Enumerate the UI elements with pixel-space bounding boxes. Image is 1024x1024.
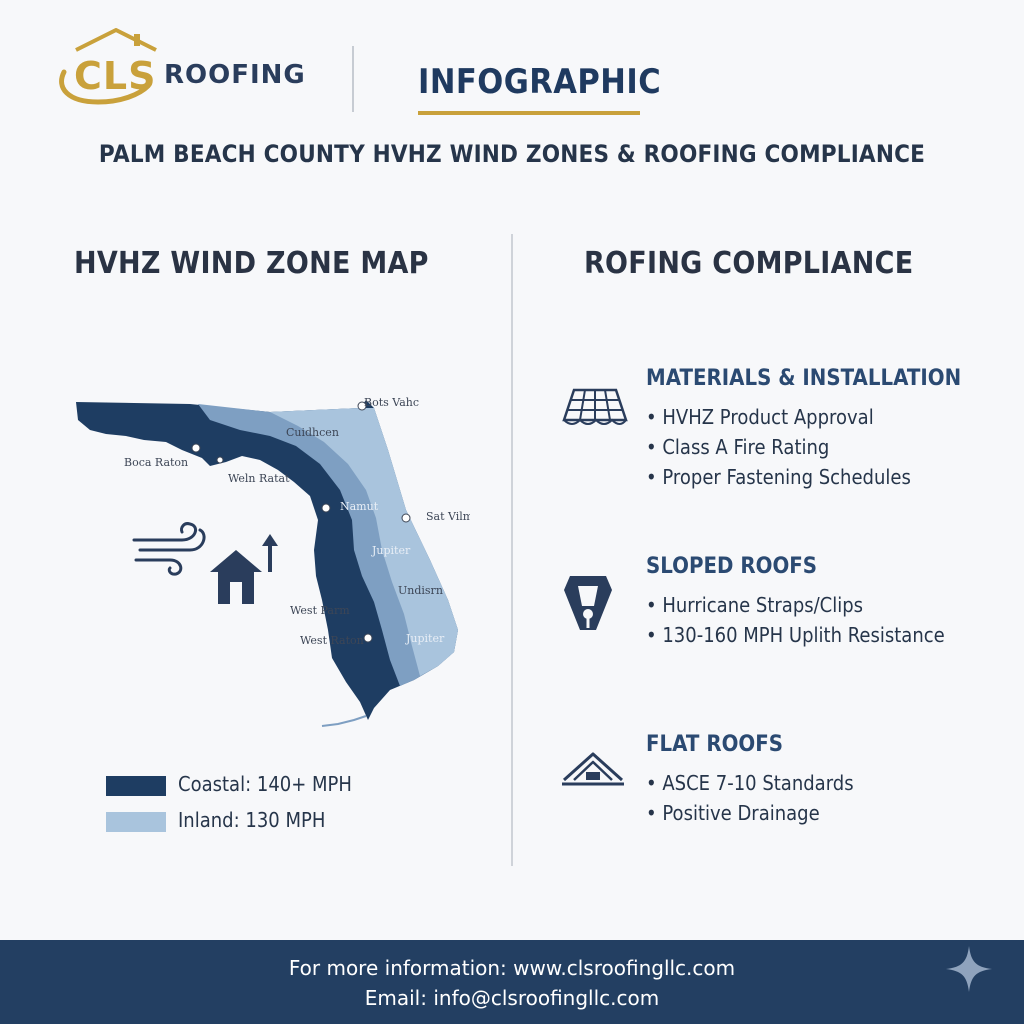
list-item: • Hurricane Straps/Clips (646, 590, 945, 620)
header-divider (352, 46, 354, 112)
legend-swatch-inland (106, 812, 166, 832)
wind-icon (130, 520, 210, 576)
sparkle-icon (944, 944, 994, 994)
map-label-sat-vilm: Sat Vilm (426, 510, 470, 523)
logo-roofing-text: ROOFING (164, 60, 306, 90)
hurricane-strap-icon (560, 572, 616, 634)
legend-label-inland: Inland: 130 MPH (178, 808, 326, 832)
footer (0, 940, 1024, 1024)
map-label-west-raton: West Raton (300, 634, 364, 647)
map-section-heading: HVHZ WIND ZONE MAP (74, 246, 429, 281)
infographic-underline (418, 111, 640, 115)
center-divider (511, 234, 513, 866)
map-label-bots-vahc: Bots Vahc (364, 396, 420, 409)
header (0, 0, 1024, 200)
map-label-cuidhcen: Cuidhcen (286, 426, 339, 439)
map-label-undisrn: Undisrn (398, 584, 443, 597)
legend-item-coastal (106, 772, 406, 802)
map-label-west-parm: West Parm (290, 604, 350, 617)
compliance-list-flat (646, 768, 877, 828)
compliance-title-flat: FLAT ROOFS (646, 732, 784, 757)
compliance-list-materials (646, 402, 940, 492)
house-uplift-icon (206, 532, 286, 606)
roof-tile-icon (560, 386, 630, 430)
compliance-title-materials: MATERIALS & INSTALLATION (646, 366, 962, 391)
list-item: • Class A Fire Rating (646, 432, 911, 462)
footer-email-link[interactable]: Email: info@clsroofingllc.com (364, 986, 660, 1010)
footer-website-link[interactable]: For more information: www.clsroofingllc.com (288, 956, 736, 980)
legend-label-coastal: Coastal: 140+ MPH (178, 772, 352, 796)
list-item: • ASCE 7-10 Standards (646, 768, 854, 798)
legend-swatch-coastal (106, 776, 166, 796)
map-label-weln-ratat: Weln Ratat (228, 472, 290, 485)
page-title: PALM BEACH COUNTY HVHZ WIND ZONES & ROOFING COMPLIANCE (98, 140, 926, 168)
list-item: • 130-160 MPH Uplith Resistance (646, 620, 945, 650)
logo-cls-text: CLS (74, 54, 157, 98)
compliance-list-sloped (646, 590, 978, 650)
compliance-title-sloped: SLOPED ROOFS (646, 554, 818, 579)
compliance-section-heading: ROFING COMPLIANCE (584, 246, 914, 281)
flat-roof-house-icon (560, 750, 626, 790)
map-label-jupiter-2: Jupiter (406, 632, 445, 645)
map-label-namut: Namut (340, 500, 379, 513)
list-item: • Proper Fastening Schedules (646, 462, 911, 492)
map-label-jupiter-1: Jupiter (372, 544, 411, 557)
legend-item-inland (106, 808, 406, 838)
map-label-boca-raton: Boca Raton (124, 456, 189, 469)
list-item: • Positive Drainage (646, 798, 854, 828)
list-item: • HVHZ Product Approval (646, 402, 911, 432)
infographic-tag: INFOGRAPHIC (418, 62, 662, 102)
company-logo[interactable] (44, 28, 334, 108)
